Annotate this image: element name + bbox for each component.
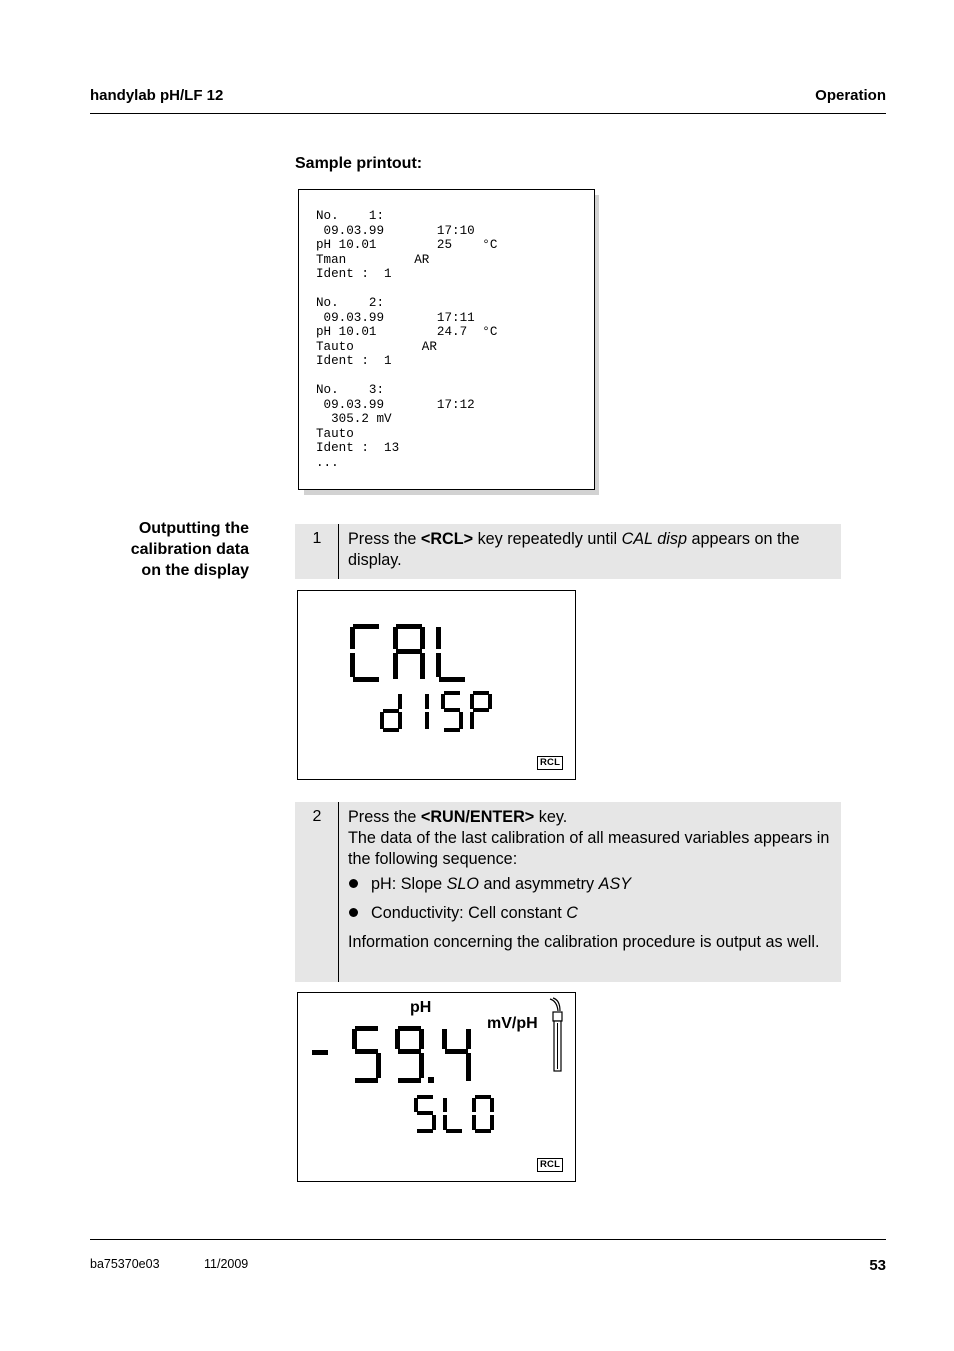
section-heading-line-1: Outputting the xyxy=(138,520,249,537)
bullet-ph-c: and asymmetry xyxy=(479,875,599,893)
step-2-text xyxy=(348,807,831,953)
lcd-display-slope xyxy=(297,992,576,1182)
step-1-divider xyxy=(338,524,339,579)
bullet-item-conductivity xyxy=(348,903,831,924)
step-1-text-c: appears on the display. xyxy=(348,530,800,569)
bullet-ph-a: pH: Slope xyxy=(371,875,447,893)
step-2 xyxy=(295,802,841,982)
lcd2-decimal-point xyxy=(428,1077,434,1083)
header-rule xyxy=(90,113,886,114)
asy-term: ASY xyxy=(598,875,632,893)
step-2-number: 2 xyxy=(312,808,322,825)
lcd1-char-d xyxy=(380,694,402,732)
rcl-indicator: RCL xyxy=(537,1158,563,1172)
section-heading xyxy=(49,518,249,581)
bullet-item-ph xyxy=(348,874,831,895)
unit-label: mV/pH xyxy=(487,1015,538,1032)
lcd1-segments xyxy=(298,591,575,779)
rcl-key-name: <RCL> xyxy=(420,530,474,548)
cal-disp-term: CAL disp xyxy=(621,530,687,548)
lcd1-char-i xyxy=(425,694,429,729)
printout-text: No. 1: 09.03.99 17:10 pH 10.01 25 °C Tman AR Ident : 1 No. 2: 09.03.99 17:11 pH 10.01 24.7 °C Tauto AR Ident : 1 No. 3: 09.03.99 17:12 305.2 mV Tauto Ident : 13 ... xyxy=(316,209,498,470)
step-2-para-2: The data of the last calibration of all measured variables appears in the following sequence: xyxy=(348,829,830,868)
step-1-text xyxy=(348,529,831,571)
lcd1-char-a xyxy=(393,624,425,679)
lcd1-char-l xyxy=(436,627,465,682)
printout-heading: Sample printout: xyxy=(295,155,423,172)
running-header-section: Operation xyxy=(815,87,886,104)
c-term: C xyxy=(566,904,578,922)
lcd-display-cal-disp xyxy=(297,590,576,780)
lcd1-char-p xyxy=(470,691,492,729)
lcd2-char-minus xyxy=(312,1050,328,1055)
step-2-para-3: Information concerning the calibration procedure is output as well. xyxy=(348,933,820,951)
bullet-ph-text xyxy=(371,874,631,895)
step-2-divider xyxy=(338,802,339,982)
step-2-para-1-c: key. xyxy=(534,808,568,826)
bullet-dot xyxy=(349,908,358,917)
lcd2-char-4 xyxy=(442,1029,471,1081)
lcd2-segments xyxy=(298,993,575,1181)
step-1 xyxy=(295,524,841,579)
bullet-dot xyxy=(349,879,358,888)
step-2-para-1-a: Press the xyxy=(348,808,421,826)
page-number: 53 xyxy=(869,1257,886,1274)
step-2-para-1 xyxy=(348,807,831,828)
rcl-indicator: RCL xyxy=(537,756,563,770)
lcd2-char-5 xyxy=(352,1026,381,1083)
footer-rule xyxy=(90,1239,886,1240)
lcd1-char-c xyxy=(350,624,379,682)
step-1-text-a: Press the xyxy=(348,530,421,548)
lcd2-char-l xyxy=(443,1098,462,1133)
lcd2-char-9 xyxy=(395,1026,424,1083)
lcd2-char-o xyxy=(472,1095,494,1133)
slo-term: SLO xyxy=(446,875,479,893)
printout-box xyxy=(298,189,595,490)
lcd2-char-s xyxy=(414,1095,436,1133)
section-heading-line-3: on the display xyxy=(141,562,249,579)
running-header-title: handylab pH/LF 12 xyxy=(90,87,224,104)
electrode-icon xyxy=(548,997,568,1077)
lcd1-char-s xyxy=(441,691,463,732)
step-1-text-b: key repeatedly until xyxy=(473,530,622,548)
step-1-number: 1 xyxy=(312,530,322,547)
footer-date: 11/2009 xyxy=(204,1257,249,1271)
bullet-cond-a: Conductivity: Cell constant xyxy=(371,904,567,922)
run-enter-key-name: <RUN/ENTER> xyxy=(420,808,535,826)
section-heading-line-2: calibration data xyxy=(130,541,249,558)
bullet-conductivity-text xyxy=(371,903,578,924)
footer-doc-id: ba75370e03 xyxy=(90,1257,160,1271)
ph-label: pH xyxy=(410,999,432,1016)
